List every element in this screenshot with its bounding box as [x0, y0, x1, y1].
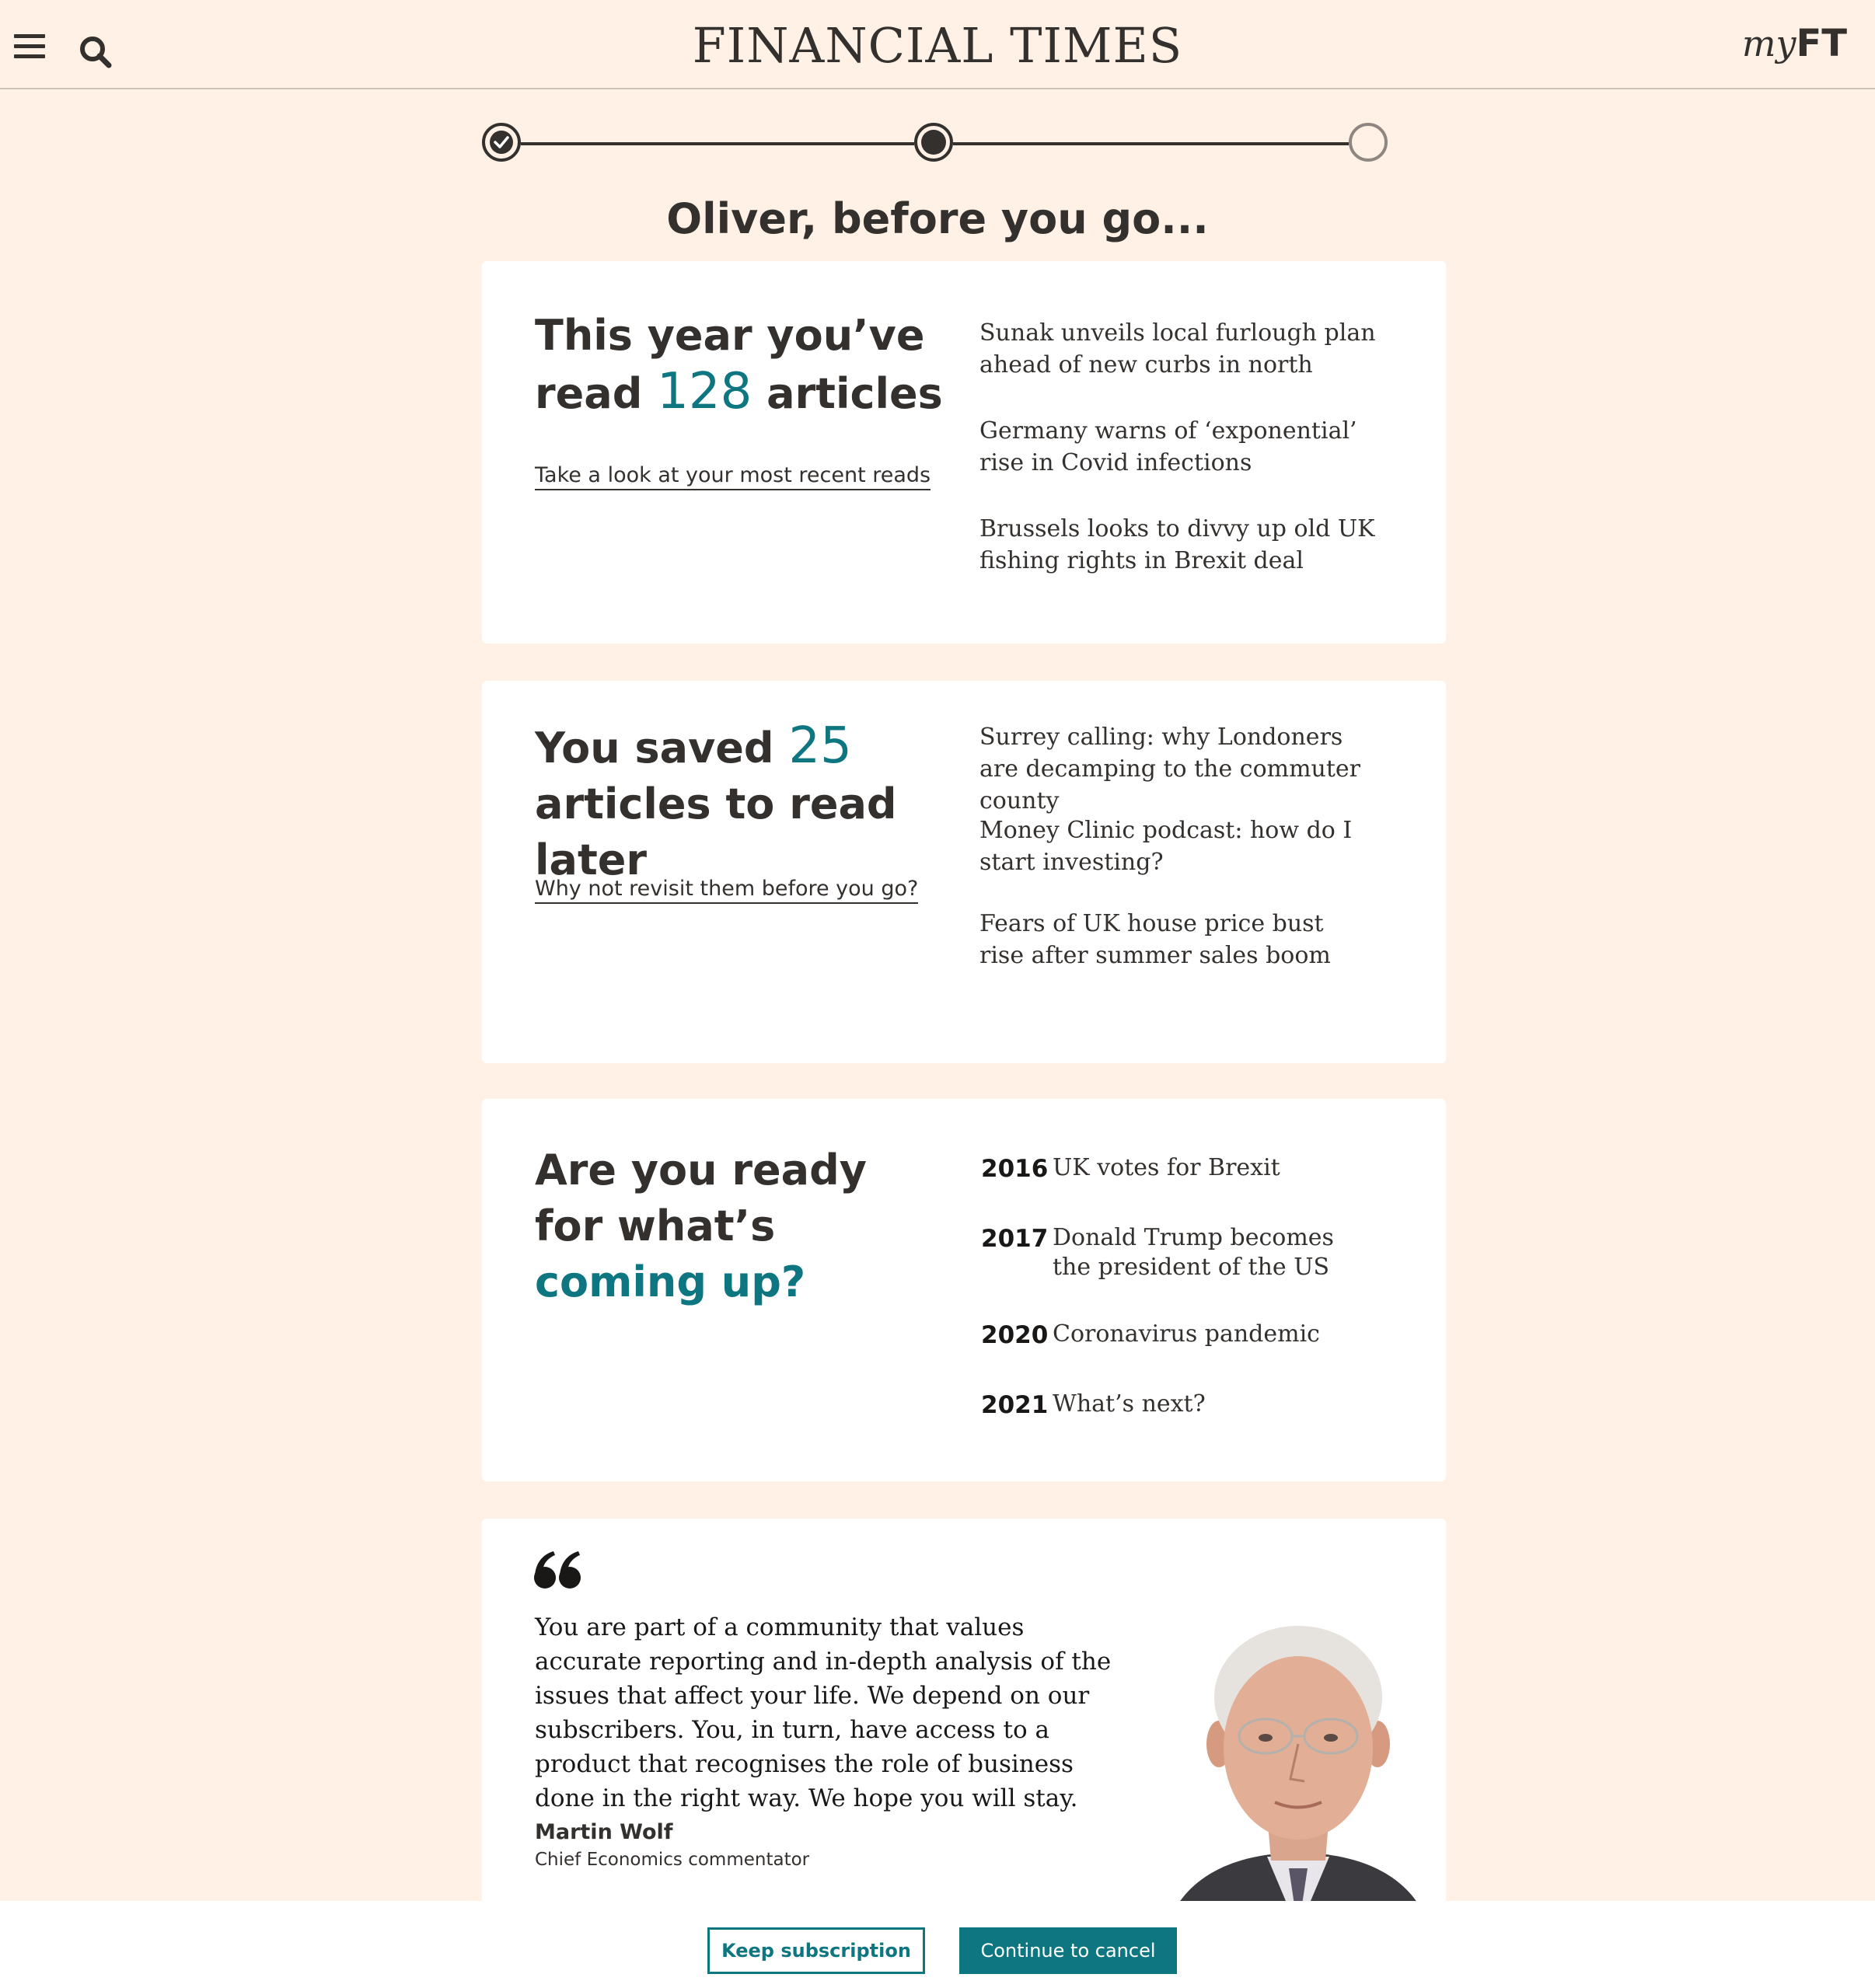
timeline-event: UK votes for Brexit [1053, 1154, 1280, 1181]
timeline-year: 2016 [981, 1155, 1049, 1183]
coming-up-heading [535, 1142, 939, 1310]
saved-heading-post: articles to read later [535, 780, 897, 884]
saved-article-2[interactable]: Money Clinic podcast: how do I start investing? [979, 817, 1353, 876]
saved-heading [535, 718, 955, 888]
reads-heading-post: articles [752, 369, 943, 418]
quote-card [482, 1519, 1446, 1901]
timeline-year: 2017 [981, 1225, 1049, 1253]
quote-author-role: Chief Economics commentator [535, 1850, 810, 1870]
stepper-line-2 [953, 142, 1349, 145]
timeline-year: 2021 [981, 1391, 1049, 1419]
site-header [0, 0, 1875, 89]
timeline-year: 2020 [981, 1321, 1049, 1349]
myft-link[interactable] [1742, 22, 1847, 65]
read-article-3[interactable]: Brussels looks to divvy up old UK fishing rights in Brexit deal [979, 515, 1375, 574]
step-1-complete [482, 123, 521, 162]
saved-card [482, 681, 1446, 1063]
coming-up-card [482, 1099, 1446, 1481]
quote-author: Martin Wolf [535, 1820, 673, 1844]
recent-reads-link[interactable]: Take a look at your most recent reads [535, 463, 931, 490]
timeline-event: What’s next? [1053, 1390, 1206, 1418]
read-article-1[interactable]: Sunak unveils local furlough plan ahead of new curbs in north [979, 319, 1376, 378]
reads-heading-pre: This year you’ve read [535, 311, 925, 418]
saved-article-1[interactable]: Surrey calling: why Londoners are decamping to the commuter county [979, 724, 1361, 814]
reads-heading [535, 308, 970, 422]
continue-to-cancel-button[interactable]: Continue to cancel [959, 1927, 1177, 1974]
coming-up-heading-accent: coming up? [535, 1257, 806, 1306]
saved-heading-pre: You saved [535, 724, 789, 773]
reads-count: 128 [657, 363, 752, 420]
quote-text: You are part of a community that values accurate reporting and in-depth analysis of the issues that affect your life. We depend on our subscribers. You, in turn, have access to a product that recognises the role of business done in the right way. We hope you will stay. [535, 1613, 1112, 1812]
timeline-event: Coronavirus pandemic [1053, 1320, 1320, 1348]
revisit-saved-link[interactable]: Why not revisit them before you go? [535, 877, 918, 904]
checkmark-icon [492, 134, 511, 151]
progress-stepper [482, 123, 1390, 165]
read-article-2[interactable]: Germany warns of ‘exponential’ rise in Covid infections [979, 417, 1357, 476]
keep-subscription-button[interactable]: Keep subscription [707, 1927, 925, 1974]
ft-logo[interactable]: FINANCIAL TIMES [692, 17, 1183, 74]
page-title: Oliver, before you go... [666, 194, 1209, 243]
step-3-upcoming [1349, 123, 1388, 162]
myft-my: my [1741, 23, 1796, 65]
action-bar [0, 1901, 1875, 1988]
coming-up-heading-pre: Are you ready for what’s [535, 1146, 867, 1250]
stepper-line-1 [521, 142, 914, 145]
reads-card [482, 261, 1446, 643]
quote-mark-icon [533, 1550, 583, 1590]
timeline-event: Donald Trump becomes the president of the US [1053, 1224, 1334, 1281]
myft-ft: FT [1796, 22, 1847, 65]
step-2-current [914, 123, 953, 162]
saved-article-3[interactable]: Fears of UK house price bust rise after summer sales boom [979, 910, 1331, 969]
saved-count: 25 [788, 717, 852, 775]
author-portrait [1150, 1620, 1446, 1901]
